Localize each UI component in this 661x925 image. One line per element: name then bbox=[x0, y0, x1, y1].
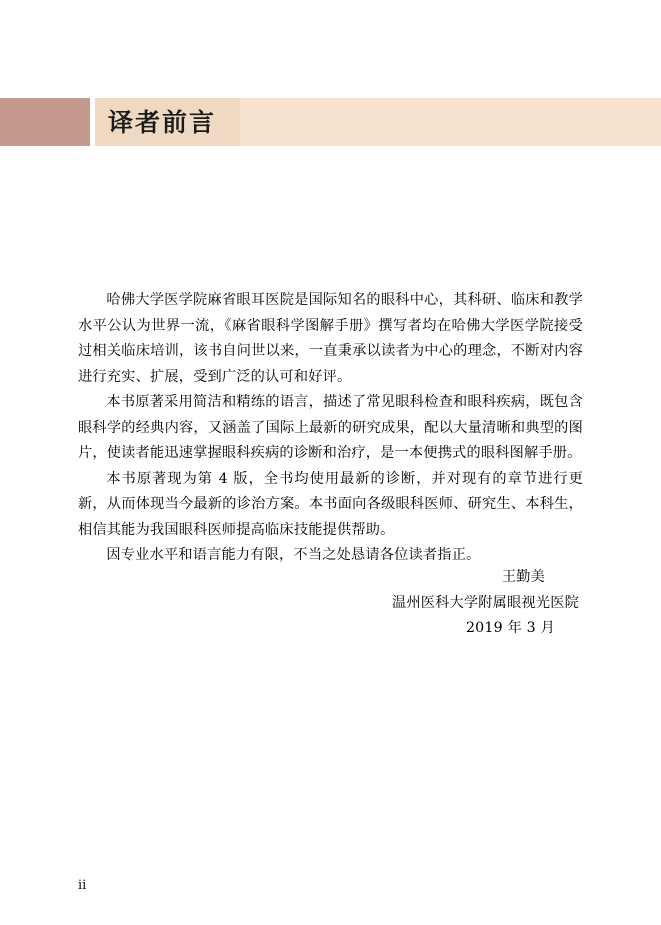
signature-date: 2019 年 3 月 bbox=[465, 620, 555, 636]
signature-affiliation: 温州医科大学附属眼视光医院 bbox=[391, 594, 579, 611]
banner-left-block bbox=[0, 98, 90, 146]
paragraph-3: 本书原著现为第 4 版，全书均使用最新的诊断，并对现有的章节进行更新，从而体现当今最新的诊治方案。本书面向各级眼科医师、研究生、本科生，相信其能为我国眼科医师提高临床技能提供帮助。 bbox=[78, 470, 583, 538]
preface-body bbox=[78, 288, 583, 569]
page-number: ii bbox=[78, 878, 87, 893]
banner-title-block bbox=[90, 98, 240, 146]
paragraph-4: 因专业水平和语言能力有限，不当之处恳请各位读者指正。 bbox=[106, 547, 481, 563]
paragraph-2: 本书原著采用简洁和精练的语言，描述了常见眼科检查和眼科疾病，既包含眼科学的经典内容，又涵盖了国际上最新的研究成果，配以大量清晰和典型的图片，使读者能迅速掌握眼科疾病的诊断和治疗，是一本便携式的眼科图解手册。 bbox=[78, 394, 583, 461]
banner-right-block bbox=[240, 98, 661, 146]
page-title: 译者前言 bbox=[108, 107, 217, 137]
signature-name: 王勤美 bbox=[501, 569, 545, 585]
page-header-banner bbox=[0, 98, 661, 146]
signature-block bbox=[78, 565, 583, 642]
paragraph-1: 哈佛大学医学院麻省眼耳医院是国际知名的眼科中心，其科研、临床和教学水平公认为世界一流，《麻省眼科学图解手册》撰写者均在哈佛大学医学院接受过相关临床培训，该书自问世以来，一直秉承以读者为中心的理念，不断对内容进行充实、扩展，受到广泛的认可和好评。 bbox=[78, 292, 583, 385]
